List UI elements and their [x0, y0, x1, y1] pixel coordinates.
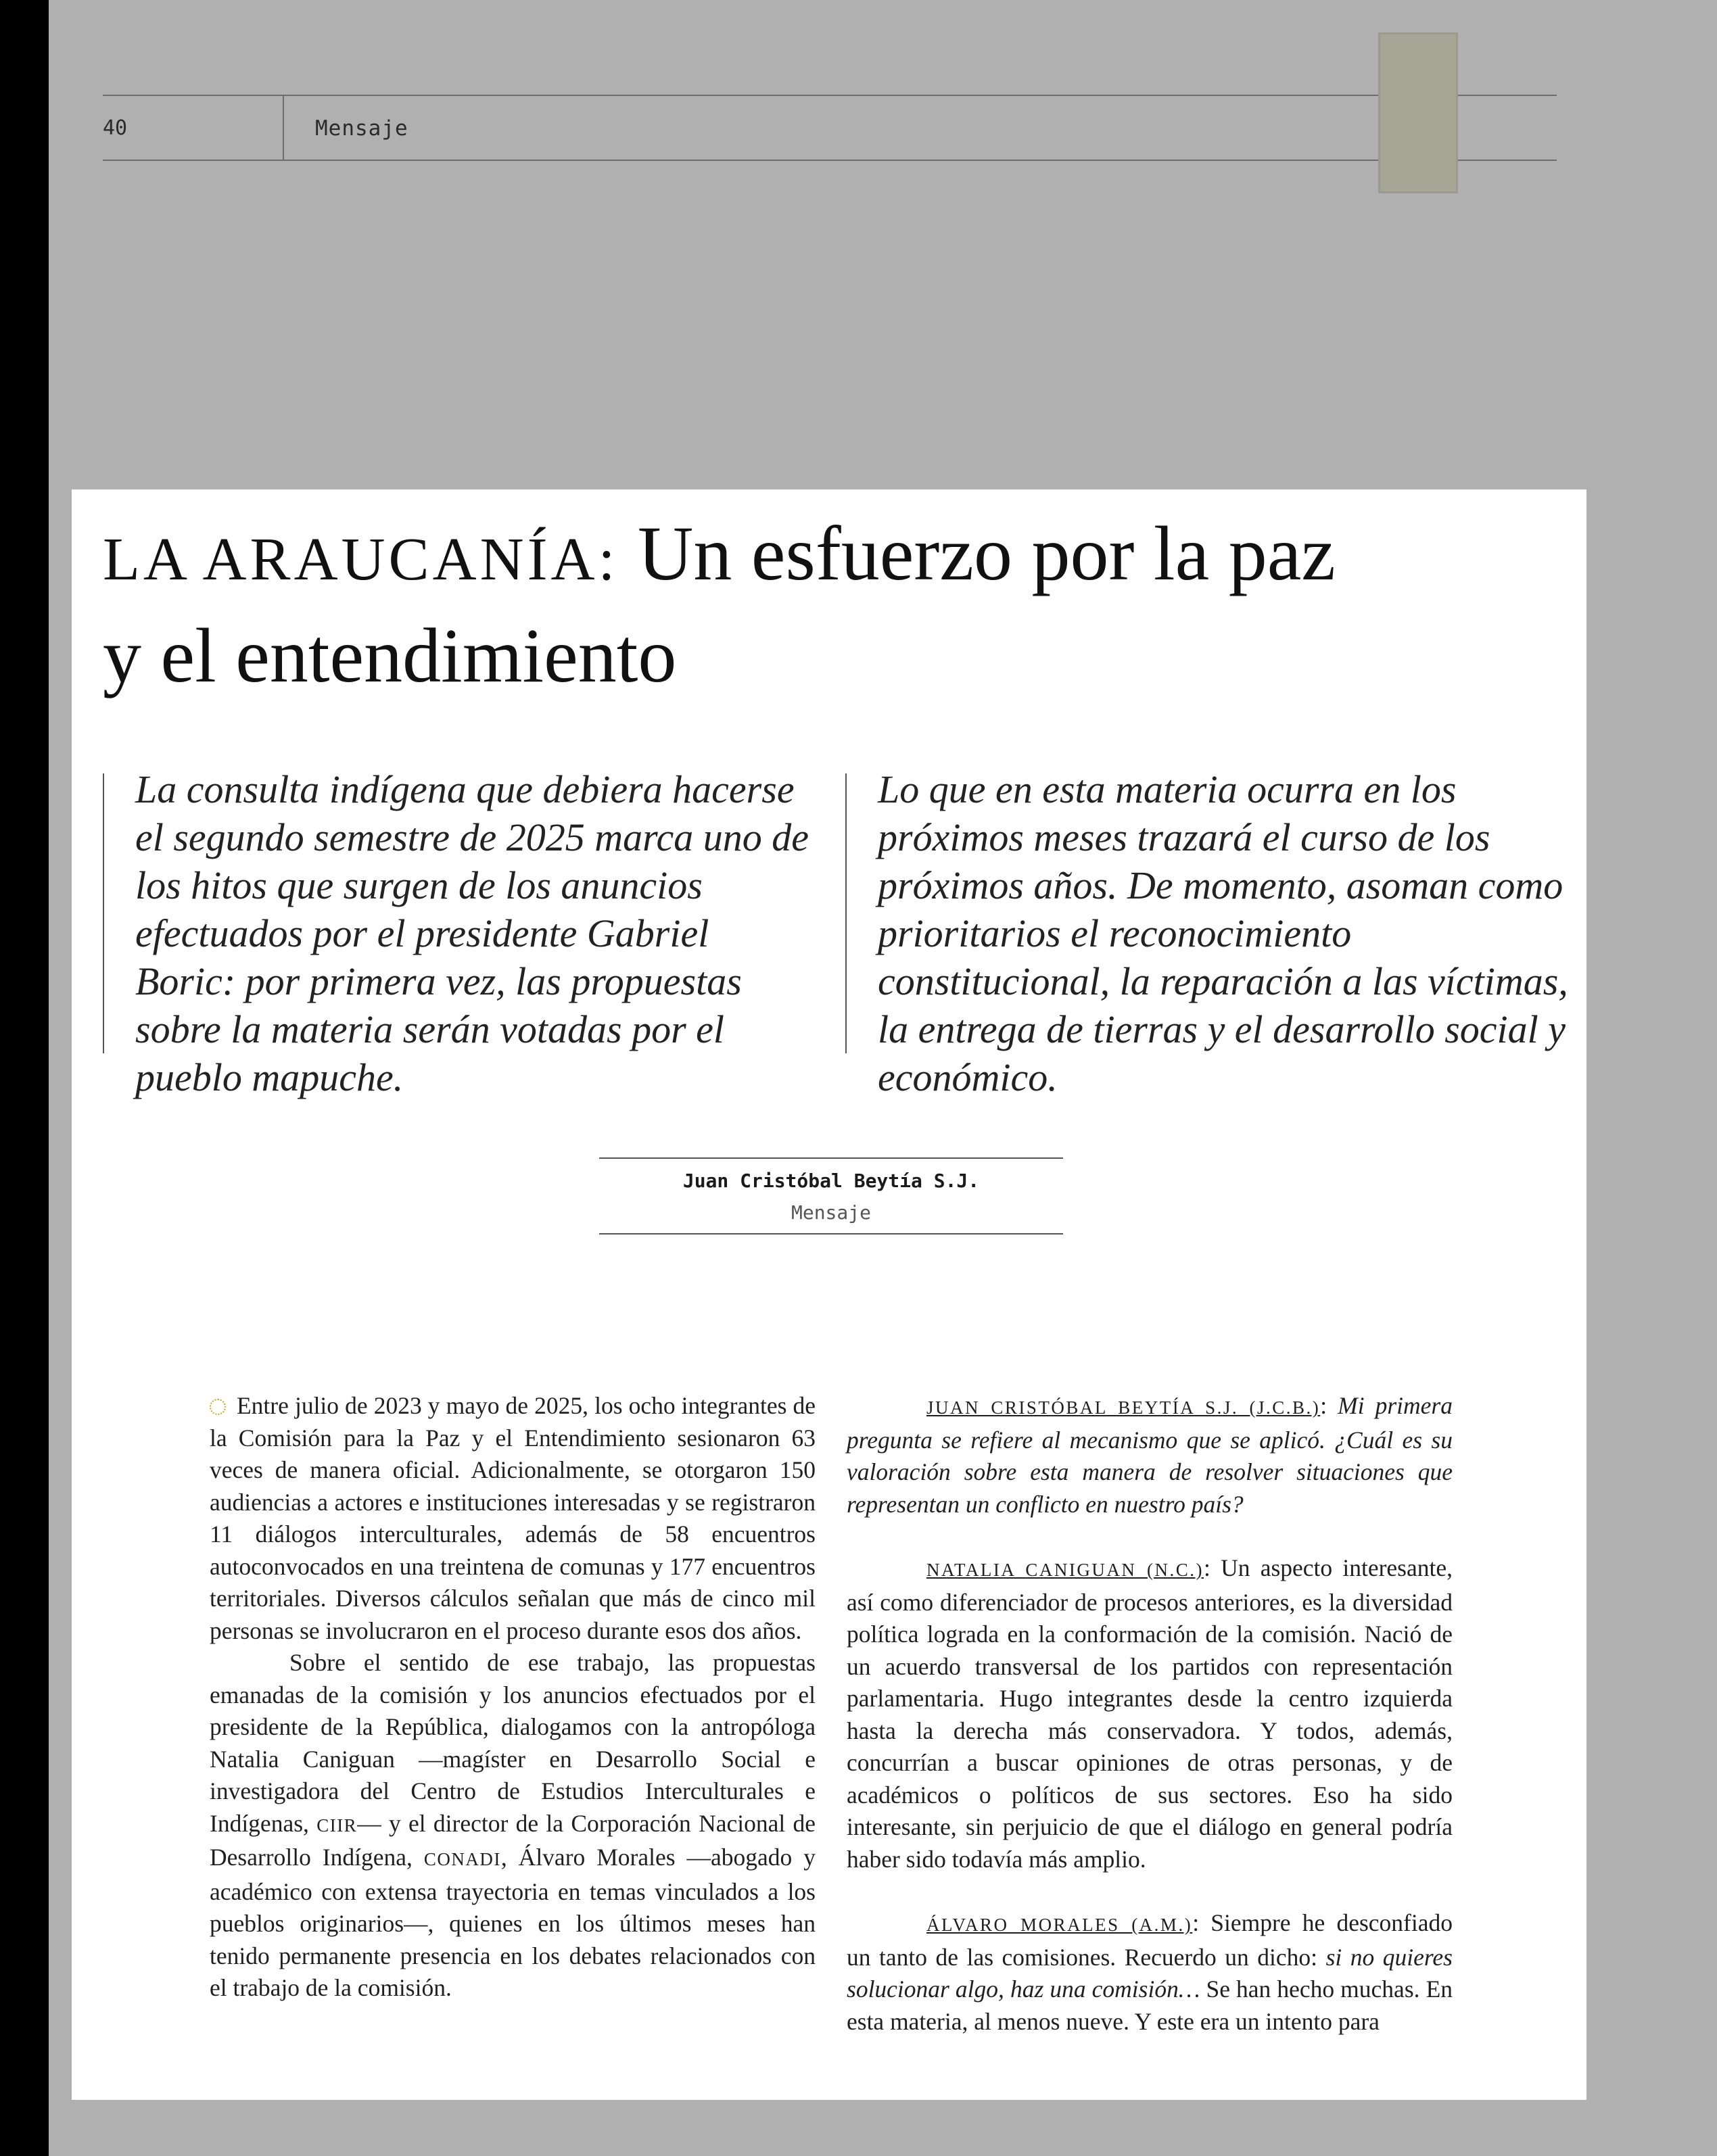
header-divider [283, 96, 284, 161]
body-text-segment: , Álvaro Morales —abogado y académico con extensa trayectoria en temas vinculados a los pueblos originarios—, quienes en los últimos meses han tenido permanente presencia en los debates relacionados con el trabajo de la comisión. [210, 1844, 816, 2001]
interview-question: JUAN CRISTÓBAL BEYTÍA S.J. (J.C.B.): Mi primera pregunta se refiere al mecanismo que se aplicó. ¿Cuál es su valoración sobre esta manera de resolver situaciones que representan un conflicto en nuestro país? [847, 1392, 1453, 1518]
body-paragraph [210, 1647, 816, 2005]
speaker-jcb: JUAN CRISTÓBAL BEYTÍA S.J. (J.C.B.) [926, 1397, 1321, 1418]
interview-answer: NATALIA CANIGUAN (N.C.): Un aspecto interesante, así como diferenciador de procesos anteriores, es la diversidad política lograda en la conformación de la comisión. Nació de un acuerdo transversal de los partidos con representación parlamentaria. Hugo integrantes desde la centro izquierda hasta la derecha más conservadora. Y todos, además, concurrían a buscar opiniones de otras personas, y de académicos o políticos de sus sectores. Eso ha sido interesante, sin perjuicio de que el diálogo en general podría haber sido todavía más amplio. [847, 1554, 1453, 1873]
question-text: Mi primera pregunta se refiere al mecanismo que se aplicó. ¿Cuál es su valoración sobre esta manera de resolver situaciones que representan un conflicto en nuestro país? [847, 1392, 1453, 1518]
start-ornament-icon [210, 1399, 226, 1415]
body-paragraph-text: Entre julio de 2023 y mayo de 2025, los ocho integrantes de la Comisión para la Paz y el Entendimiento sesionaron 63 veces de manera oficial. Adicionalmente, se otorgaron 150 audiencias a actores e instituciones interesadas y se registraron 11 diálogos interculturales, además de 58 encuentros autoconvocados en una treintena de comunas y 177 encuentros territoriales. Diversos cálculos señalan que más de cinco mil personas se involucraron en el proceso durante esos dos años. [210, 1392, 816, 1644]
body-text-segment: — y el director de la Corporación Nacional de Desarrollo Indígena, [210, 1809, 816, 1871]
interview-answer: ÁLVARO MORALES (A.M.): Siempre he desconfiado un tanto de las comisiones. Recuerdo un dicho: si no quieres solucionar algo, haz una comisión… Se han hecho muchas. En esta materia, al menos nueve. Y este era un intento para [847, 1909, 1453, 2035]
answer-text: Siempre he desconfiado un tanto de las comisiones. Recuerdo un dicho: [847, 1909, 1453, 1971]
page-tab-marker [1378, 32, 1458, 193]
title-kicker: LA ARAUCANÍA: [103, 526, 619, 593]
section-name: Mensaje [315, 116, 408, 141]
answer-text: Un aspecto interesante, así como diferenciador de procesos anteriores, es la diversidad política lograda en la conformación de la comisión. Nació de un acuerdo transversal de los partidos con representación parlamentaria. Hugo integrantes desde la centro izquierda hasta la derecha más conservadora. Y todos, además, concurrían a buscar opiniones de otras personas, y de académicos o políticos de sus sectores. Eso ha sido interesante, sin perjuicio de que el diálogo en general podría haber sido todavía más amplio. [847, 1554, 1453, 1873]
lede-right-bar [845, 773, 847, 1053]
left-black-strip [0, 0, 49, 2156]
speaker-nc: NATALIA CANIGUAN (N.C.) [926, 1560, 1204, 1580]
title-main: Un esfuerzo por la paz [638, 510, 1336, 596]
quoted-saying: si no quieres solucionar algo, haz una comisión… [847, 1943, 1453, 2003]
lede-right: Lo que en esta materia ocurra en los próximos meses trazará el curso de los próximos años. De momento, asoman como prioritarios el reconocimiento constitucional, la reparación a las víctimas, la entrega de tierras y el desarrollo social y económico. [878, 767, 1568, 1099]
header-bottom-rule [103, 160, 1557, 161]
author-name: Juan Cristóbal Beytía S.J. [682, 1170, 980, 1192]
title-line2: y el entendimiento [103, 613, 677, 698]
body-paragraph [210, 1390, 816, 1647]
lede-left-bar [103, 773, 104, 1053]
lede-left: La consulta indígena que debiera hacerse el segundo semestre de 2025 marca uno de los hitos que surgen de los anuncios efectuados por el presidente Gabriel Boric: por primera vez, las propuestas sobre la materia serán votadas por el pueblo mapuche. [135, 767, 809, 1099]
byline-top-rule [599, 1157, 1063, 1159]
byline-bottom-rule [599, 1233, 1063, 1235]
body-column-right [847, 1390, 1453, 2038]
body-text-segment: Sobre el sentido de ese trabajo, las propuestas emanadas de la comisión y los anuncios efectuados por el presidente de la República, dialogamos con la antropóloga Natalia Caniguan —magíster en Desarrollo Social e investigadora del Centro de Estudios Interculturales e Indígenas, [210, 1649, 816, 1837]
header-top-rule [103, 95, 1557, 96]
body-column-left [210, 1390, 816, 2005]
page-number: 40 [103, 116, 128, 140]
acronym-conadi: CONADI [423, 1849, 501, 1869]
acronym-ciir: CIIR [316, 1815, 358, 1836]
speaker-am: ÁLVARO MORALES (A.M.) [926, 1915, 1193, 1935]
article-title [103, 506, 1563, 704]
answer-text: Se han hecho muchas. En esta materia, al menos nueve. Y este era un intento para [847, 1975, 1453, 2035]
publication-name: Mensaje [791, 1201, 871, 1224]
